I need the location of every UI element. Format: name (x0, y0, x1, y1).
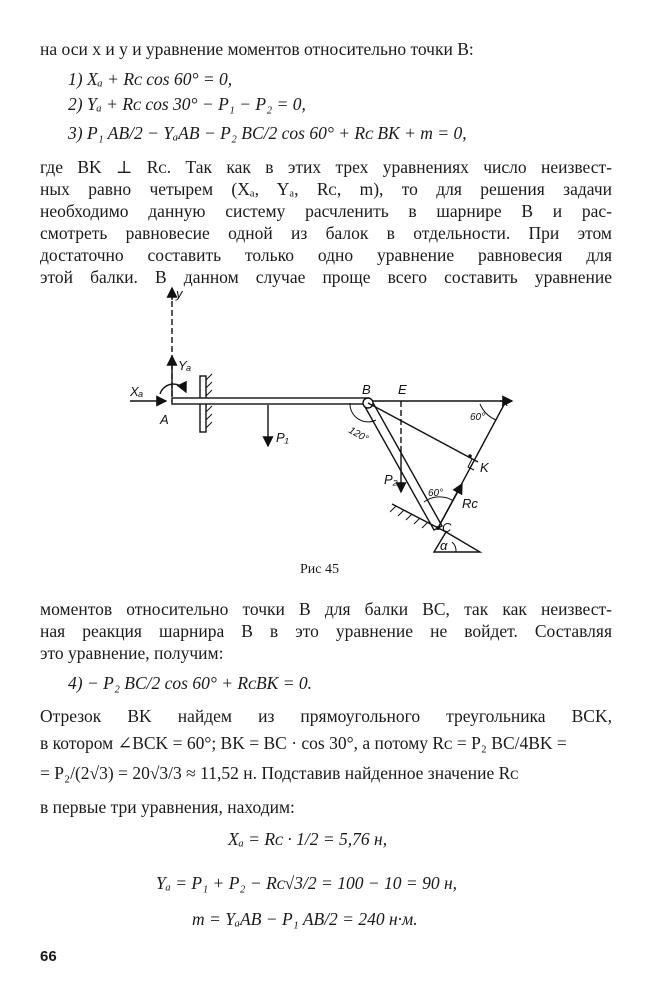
result-ya: Yₐ = P₁ + P₂ − Rᴄ√3/2 = 100 − 10 = 90 н, (156, 873, 457, 893)
equation-1: 1) Xₐ + Rᴄ cos 60° = 0, (68, 69, 233, 89)
label-a: A (160, 412, 169, 427)
paragraph-line-2: ных равно четырем (Xₐ, Yₐ, Rᴄ, m), то для решения задачи (40, 179, 612, 199)
paragraph-line-3: необходимо данную систему расчленить в шарнире B и рас- (40, 201, 612, 221)
label-x: x (502, 394, 509, 409)
label-angle-60-top: 60° (470, 412, 486, 423)
label-ya: Yₐ (178, 358, 192, 373)
label-b: B (362, 382, 371, 397)
label-c: C (442, 520, 452, 535)
label-e: E (398, 382, 407, 397)
text-line-q3: это уравнение, получим: (40, 643, 224, 663)
label-angle-60-bottom: 60° (428, 488, 444, 499)
label-angle-120: 120° (346, 425, 370, 445)
label-alpha: α (440, 538, 448, 553)
text-line-q7: в первые три уравнения, находим: (40, 797, 295, 817)
label-p2: P₂ (384, 472, 398, 487)
figure-caption: Рис 45 (300, 562, 339, 577)
text-line-q4: Отрезок BK найдем из прямоугольного треугольника BCK, (40, 706, 612, 726)
result-xa: Xₐ = Rᴄ · 1/2 = 5,76 н, (228, 829, 388, 849)
text-line-q2: ная реакция шарнира B в это уравнение не войдет. Составляя (40, 621, 612, 641)
equation-3: 3) P₁ AB/2 − YₐAB − P₂ BC/2 cos 60° + Rᴄ BK + m = 0, (68, 123, 467, 143)
equation-2: 2) Yₐ + Rᴄ cos 30° − P₁ − P₂ = 0, (68, 94, 306, 114)
label-rc: Rᴄ (462, 496, 478, 511)
label-k: K (480, 460, 489, 475)
paragraph-line-5: достаточно составить только одно уравнение равновесия для (40, 245, 612, 265)
page-number: 66 (40, 948, 57, 965)
paragraph-line-1: где BK ⊥ Rᴄ. Так как в этих трех уравнениях число неизвест- (40, 157, 612, 177)
text-line-q6: = P₂/(2√3) = 20√3/3 ≈ 11,52 н. Подставив найденное значение Rᴄ (40, 763, 519, 783)
paragraph-line-4: смотреть равновесие одной из балок в отдельности. При этом (40, 223, 612, 243)
text-line-q1: моментов относительно точки B для балки BC, так как неизвест- (40, 599, 612, 619)
moment-arc (160, 384, 186, 394)
figure-45 (0, 280, 651, 560)
label-xa: Xₐ (130, 384, 144, 399)
beam-ab (172, 398, 368, 404)
result-m: m = YₐAB − P₁ AB/2 = 240 н·м. (192, 909, 418, 929)
label-y: y (176, 286, 183, 301)
text-line-q5: в котором ∠BCK = 60°; BK = BC · cos 30°, а потому Rᴄ = P₂ BC/4BK = (40, 733, 567, 753)
intro-line: на оси x и y и уравнение моментов относительно точки B: (40, 39, 474, 59)
label-p1: P₁ (276, 430, 289, 445)
paragraph-line-6: этой балки. В данном случае проще всего составить уравнение (40, 267, 612, 287)
equation-4: 4) − P₂ BC/2 cos 60° + RᴄBK = 0. (68, 673, 313, 693)
